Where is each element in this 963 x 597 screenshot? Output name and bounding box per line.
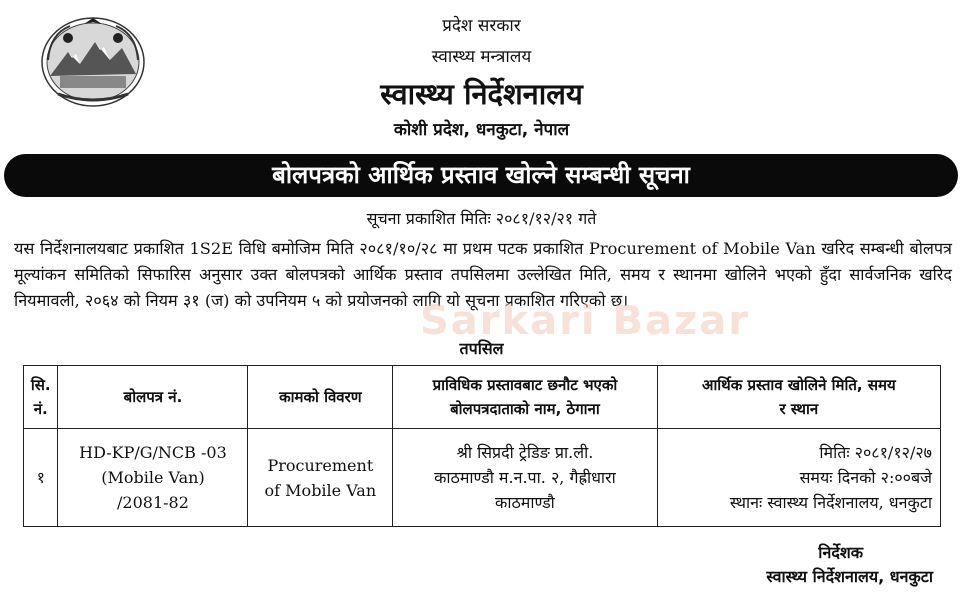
signatory-office: स्वास्थ्य निर्देशनालय, धनकुटा: [766, 567, 933, 586]
header-government: प्रदेश सरकार: [442, 16, 521, 36]
cell-description: [248, 429, 393, 527]
notice-body: यस निर्देशनालयबाट प्रकाशित 1S2E विधि बमोजिम मिति २०८१/१०/२८ मा प्रथम पटक प्रकाशित Procurement of Mobile Van खरिद सम्बन्धी बोलपत्र मूल्यांकन समितिको सिफारिस अनुसार उक्त बोलपत्रको आर्थिक प्रस्ताव तपसिलमा उल्लेखित मिति, समय र स्थानमा खोलिने भएको हुँदा सार्वजनिक खरिद नियमावली, २०६४ को नियम ३१ (ज) को उपनियम ५ को प्रयोजनको लागि यो सूचना प्रकाशित गरिएको छ।: [14, 239, 952, 310]
schedule-title: तपसिल: [459, 339, 504, 358]
bid-no-line1: HD-KP/G/NCB -03: [79, 443, 227, 462]
header-description: कामको विवरण: [248, 366, 393, 429]
header-bid-no: बोलपत्र नं.: [58, 366, 248, 429]
bidder-line3: काठमाण्डौ: [495, 493, 555, 512]
header-opening-line2: र स्थान: [779, 400, 819, 418]
header-opening: [657, 366, 940, 429]
cell-sn: १: [24, 429, 58, 527]
header-opening-line1: आर्थिक प्रस्ताव खोलिने मिति, समय: [701, 376, 896, 394]
header-bidder-line2: बोलपत्रदाताको नाम, ठेगाना: [450, 400, 600, 418]
table-header-row: [24, 366, 941, 429]
header-address: कोशी प्रदेश, धनकुटा, नेपाल: [393, 120, 570, 140]
published-date: सूचना प्रकाशित मितिः २०८१/१२/२१ गते: [366, 209, 597, 228]
opening-date: मितिः २०८१/१२/२७: [819, 443, 932, 462]
table-row: [24, 429, 941, 527]
signatory-title: निर्देशक: [818, 543, 863, 562]
description-line1: Procurement: [267, 455, 374, 475]
schedule-table: [23, 365, 941, 527]
header-bidder: [393, 366, 657, 429]
header-bidder-line1: प्राविधिक प्रस्तावबाट छनौट भएको: [432, 376, 618, 394]
bid-no-line3: /2081-82: [117, 493, 189, 512]
header-office-title: स्वास्थ्य निर्देशनालय: [380, 77, 583, 111]
opening-place: स्थानः स्वास्थ्य निर्देशनालय, धनकुटा: [729, 493, 932, 512]
watermark: Sarkari Bazar: [420, 298, 750, 344]
header-ministry: स्वास्थ्य मन्त्रालय: [431, 47, 532, 67]
description-line2: of Mobile Van: [264, 480, 377, 500]
cell-opening: [657, 429, 940, 527]
opening-time: समयः दिनको २:००बजे: [799, 468, 932, 487]
bidder-line1: श्री सिप्रदी ट्रेडिङ प्रा.ली.: [456, 443, 594, 462]
bidder-line2: काठमाण्डौ म.न.पा. २, गैह्रीधारा: [434, 468, 616, 487]
cell-bidder: [393, 429, 657, 527]
cell-bid-no: [58, 429, 248, 527]
header-sn: सि. नं.: [24, 366, 58, 429]
bid-no-line2: (Mobile Van): [101, 468, 205, 487]
notice-banner: बोलपत्रको आर्थिक प्रस्ताव खोल्ने सम्बन्धी सूचना: [4, 154, 958, 197]
